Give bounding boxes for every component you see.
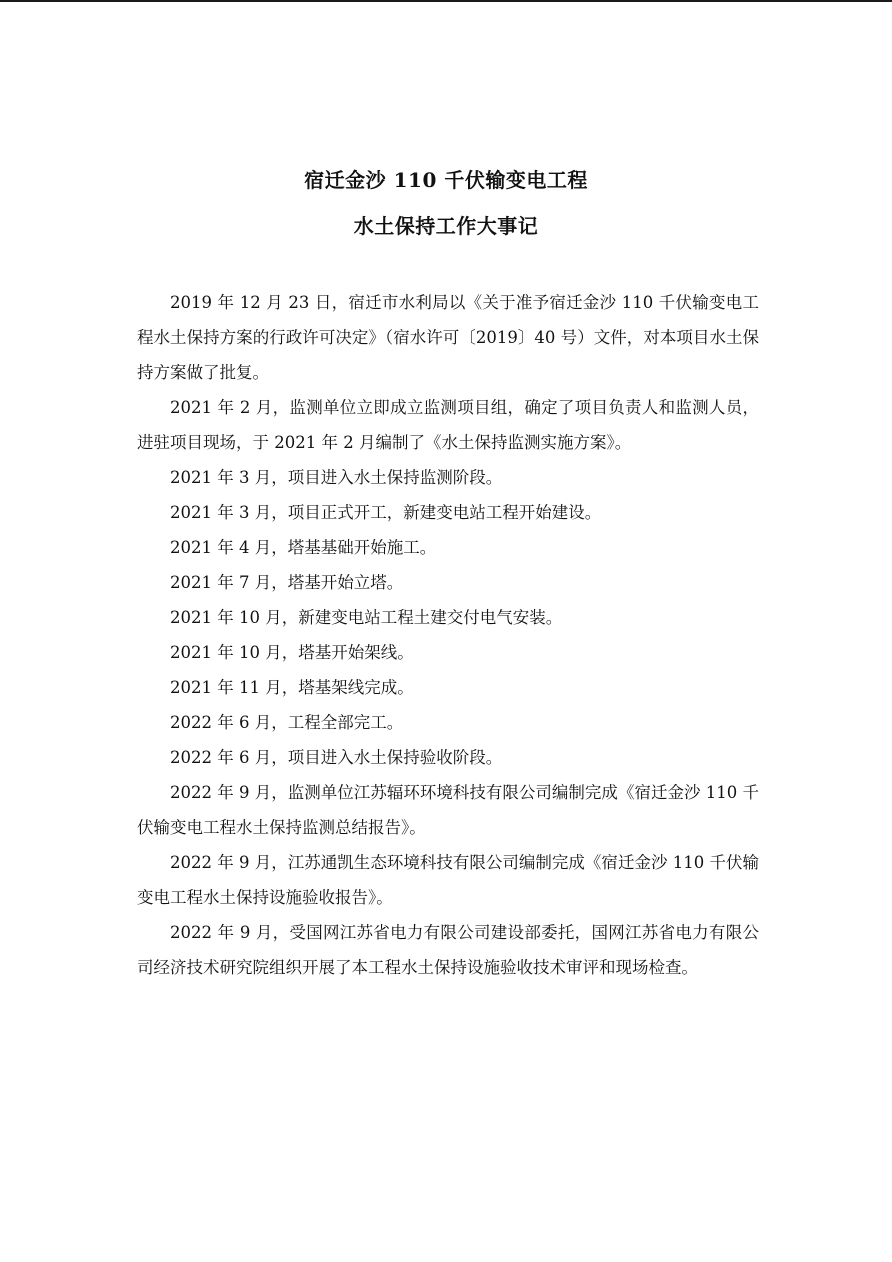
paragraph-2019-12-approval: 2019 年 12 月 23 日，宿迁市水利局以《关于准予宿迁金沙 110 千伏输变电工程水土保持方案的行政许可决定》（宿水许可〔2019〕40 号）文件，对本项目水土保持方案做了批复。 [137, 293, 759, 382]
paragraph-2021-10-stringing-start: 2021 年 10 月，塔基开始架线。 [170, 643, 414, 662]
paragraph-2021-04-foundation: 2021 年 4 月，塔基基础开始施工。 [170, 538, 437, 557]
document-subtitle: 水土保持工作大事记 [353, 214, 539, 238]
paragraph-2021-07-tower-erection: 2021 年 7 月，塔基开始立塔。 [170, 573, 404, 592]
document-body [137, 285, 759, 985]
paragraph-2021-02-monitoring-team: 2021 年 2 月，监测单位立即成立监测项目组，确定了项目负责人和监测人员，进驻项目现场，于 2021 年 2 月编制了《水土保持监测实施方案》。 [137, 398, 759, 452]
paragraph-2022-09-acceptance-report: 2022 年 9 月，江苏通凯生态环境科技有限公司编制完成《宿迁金沙 110 千伏输变电工程水土保持设施验收报告》。 [137, 853, 759, 907]
paragraph-2021-10-electrical-handover: 2021 年 10 月，新建变电站工程土建交付电气安装。 [170, 608, 563, 627]
document-title: 宿迁金沙 110 千伏输变电工程 [304, 168, 588, 192]
paragraph-2021-11-stringing-complete: 2021 年 11 月，塔基架线完成。 [170, 678, 414, 697]
paragraph-2022-09-monitoring-report: 2022 年 9 月，监测单位江苏辐环环境科技有限公司编制完成《宿迁金沙 110 千伏输变电工程水土保持监测总结报告》。 [137, 783, 759, 837]
paragraph-2022-06-completion: 2022 年 6 月，工程全部完工。 [170, 713, 404, 732]
paragraph-2021-03-construction-start: 2021 年 3 月，项目正式开工，新建变电站工程开始建设。 [170, 503, 602, 522]
paragraph-2022-09-technical-review: 2022 年 9 月，受国网江苏省电力有限公司建设部委托，国网江苏省电力有限公司经济技术研究院组织开展了本工程水土保持设施验收技术审评和现场检查。 [137, 923, 759, 977]
paragraph-2022-06-acceptance-stage: 2022 年 6 月，项目进入水土保持验收阶段。 [170, 748, 503, 767]
page-top-border [0, 0, 892, 2]
paragraph-2021-03-monitoring-stage: 2021 年 3 月，项目进入水土保持监测阶段。 [170, 468, 503, 487]
